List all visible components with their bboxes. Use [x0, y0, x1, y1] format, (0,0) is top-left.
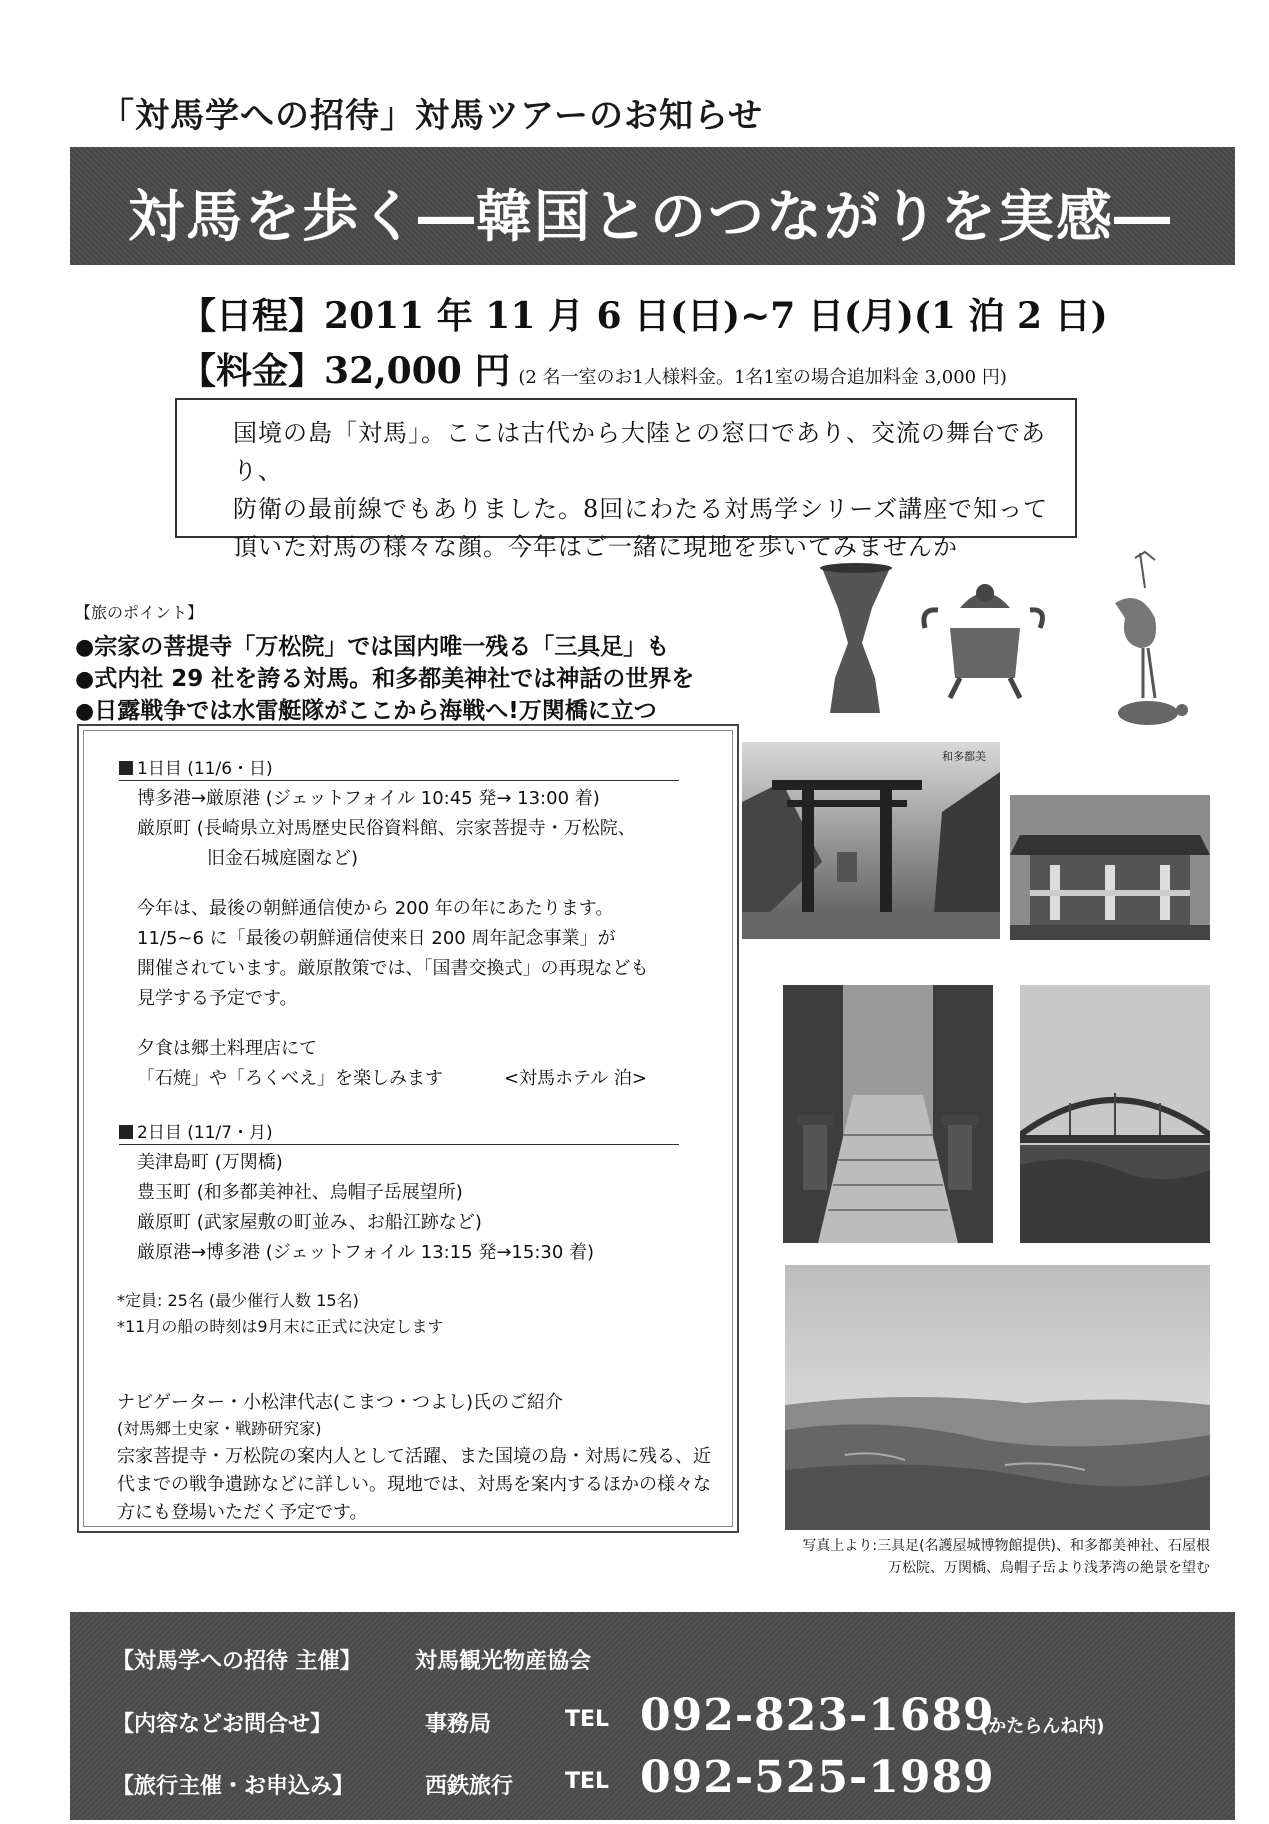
navigator-title: ナビゲーター・小松津代志(こまつ・つよし)氏のご紹介 — [117, 1392, 564, 1413]
caption-line: 万松院、万関橋、烏帽子岳より浅茅湾の絶景を望む — [888, 1560, 1210, 1576]
navigator-body: 方にも登場いただく予定です。 — [117, 1502, 368, 1523]
point-item — [75, 660, 694, 693]
day1-para-line: 開催されています。厳原散策では、「国書交換式」の再現なども — [137, 958, 649, 979]
day2-line: 厳原町 (武家屋敷の町並み、お船江跡など) — [137, 1212, 482, 1233]
bullet-icon: ● — [75, 667, 95, 692]
contact-footer — [70, 1612, 1235, 1820]
fee-label: 【料金】 — [180, 350, 325, 392]
intro-line: 国境の島「対馬」。ここは古代から大陸との窓口であり、交流の舞台であり、 — [233, 419, 1046, 485]
day1-heading-text: 1日目 (11/6・日) — [137, 759, 273, 779]
booking-phone[interactable]: 092-525-1989 — [640, 1752, 995, 1803]
point-text: 日露戦争では水雷艇隊がここから海戦へ!万関橋に立つ — [94, 698, 657, 724]
intro-line: 頂いた対馬の様々な顔。今年はご一緒に現地を歩いてみませんか — [233, 533, 958, 561]
point-text: 宗家の菩提寺「万松院」では国内唯一残る「三具足」も — [94, 634, 670, 660]
inquiry-tel-label: TEL — [565, 1707, 610, 1732]
point-item — [75, 628, 669, 661]
organizer-label: 【対馬学への招待 主催】 — [112, 1649, 362, 1674]
navigator-body: 宗家菩提寺・万松院の案内人として活躍、また国境の島・対馬に残る、近 — [117, 1446, 711, 1467]
bullet-icon: ● — [75, 699, 95, 724]
title-banner — [70, 147, 1235, 265]
intro-line: 防衛の最前線でもありました。8回にわたる対馬学シリーズ講座で知って — [233, 495, 1049, 523]
pre-title: 「対馬学への招待」対馬ツアーのお知らせ — [100, 96, 763, 136]
day1-para-line: 見学する予定です。 — [137, 988, 298, 1009]
booking-label: 【旅行主催・お申込み】 — [112, 1774, 355, 1799]
day2-heading — [119, 1118, 679, 1145]
day1-para-line: 今年は、最後の朝鮮通信使から 200 年の年にあたります。 — [137, 898, 614, 919]
point-item — [75, 692, 657, 725]
booking-tel-label: TEL — [565, 1769, 610, 1794]
fee-note: (2 名一室のお1人様料金。1名1室の場合追加料金 3,000 円) — [518, 367, 1007, 388]
day2-line: 豊玉町 (和多都美神社、烏帽子岳展望所) — [137, 1182, 463, 1203]
day1-heading — [119, 754, 679, 781]
navigator-subtitle: (対馬郷土史家・戦跡研究家) — [117, 1419, 322, 1438]
date-label: 【日程】 — [180, 295, 325, 337]
bullet-icon: ● — [75, 635, 95, 660]
note-line: *11月の船の時刻は9月末に正式に決定します — [117, 1317, 444, 1336]
day1-line: 博多港→厳原港 (ジェットフォイル 10:45 発→ 13:00 着) — [137, 788, 600, 809]
inquiry-phone[interactable]: 092-823-1689 — [640, 1690, 995, 1741]
dinner-line: 「石焼」や「ろくべえ」を楽しみます — [137, 1068, 443, 1089]
fee-value: 32,000 円 — [324, 350, 511, 392]
day2-heading-text: 2日目 (11/7・月) — [137, 1123, 273, 1143]
date-value: 2011 年 11 月 6 日(日)~7 日(月)(1 泊 2 日) — [324, 295, 1108, 337]
photo-sign-text: 和多都美 — [942, 750, 986, 763]
points-heading: 【旅のポイント】 — [75, 603, 204, 622]
day1-para-line: 11/5~6 に「最後の朝鮮通信使来日 200 周年記念事業」が — [137, 928, 616, 949]
sangusoku-photo — [810, 548, 1205, 738]
photo-caption — [690, 1535, 1210, 1579]
schedule-date — [180, 288, 1108, 339]
watatsumi-shrine-photo — [742, 742, 1000, 939]
day2-line: 厳原港→博多港 (ジェットフォイル 13:15 発→15:30 着) — [137, 1242, 595, 1263]
day2-line: 美津島町 (万関橋) — [137, 1152, 283, 1173]
intro-text — [233, 414, 1063, 566]
square-bullet-icon — [119, 1125, 133, 1139]
navigator-body: 代までの戦争遺跡などに詳しい。現地では、対馬を案内するほかの様々な — [117, 1474, 711, 1495]
itinerary-box — [77, 724, 739, 1533]
square-bullet-icon — [119, 761, 133, 775]
banner-title: 対馬を歩く―韓国とのつながりを実感― — [128, 185, 1172, 250]
booking-office: 西鉄旅行 — [425, 1774, 514, 1799]
note-line: *定員: 25名 (最少催行人数 15名) — [117, 1291, 359, 1310]
asou-bay-photo — [785, 1265, 1210, 1530]
day1-line: 厳原町 (長崎県立対馬歴史民俗資料館、宗家菩提寺・万松院、 — [137, 818, 636, 839]
day1-line: 旧金石城庭園など) — [207, 848, 359, 869]
organizer-value: 対馬観光物産協会 — [415, 1649, 592, 1674]
intro-box — [175, 398, 1077, 561]
schedule-fee — [180, 343, 1007, 394]
caption-line: 写真上より:三具足(名護屋城博物館提供)、和多都美神社、石屋根 — [802, 1538, 1210, 1554]
inquiry-office: 事務局 — [425, 1712, 492, 1737]
point-text: 式内社 29 社を誇る対馬。和多都美神社では神話の世界を — [94, 666, 695, 692]
hotel-line: <対馬ホテル 泊> — [504, 1068, 647, 1089]
dinner-line: 夕食は郷土料理店にて — [137, 1038, 317, 1059]
mankan-bridge-photo — [1020, 985, 1210, 1243]
stone-roof-photo — [1010, 795, 1210, 940]
banshoin-steps-photo — [783, 985, 993, 1243]
inquiry-note: (かたらんね内) — [980, 1716, 1105, 1737]
inquiry-label: 【内容などお問合せ】 — [112, 1712, 333, 1737]
